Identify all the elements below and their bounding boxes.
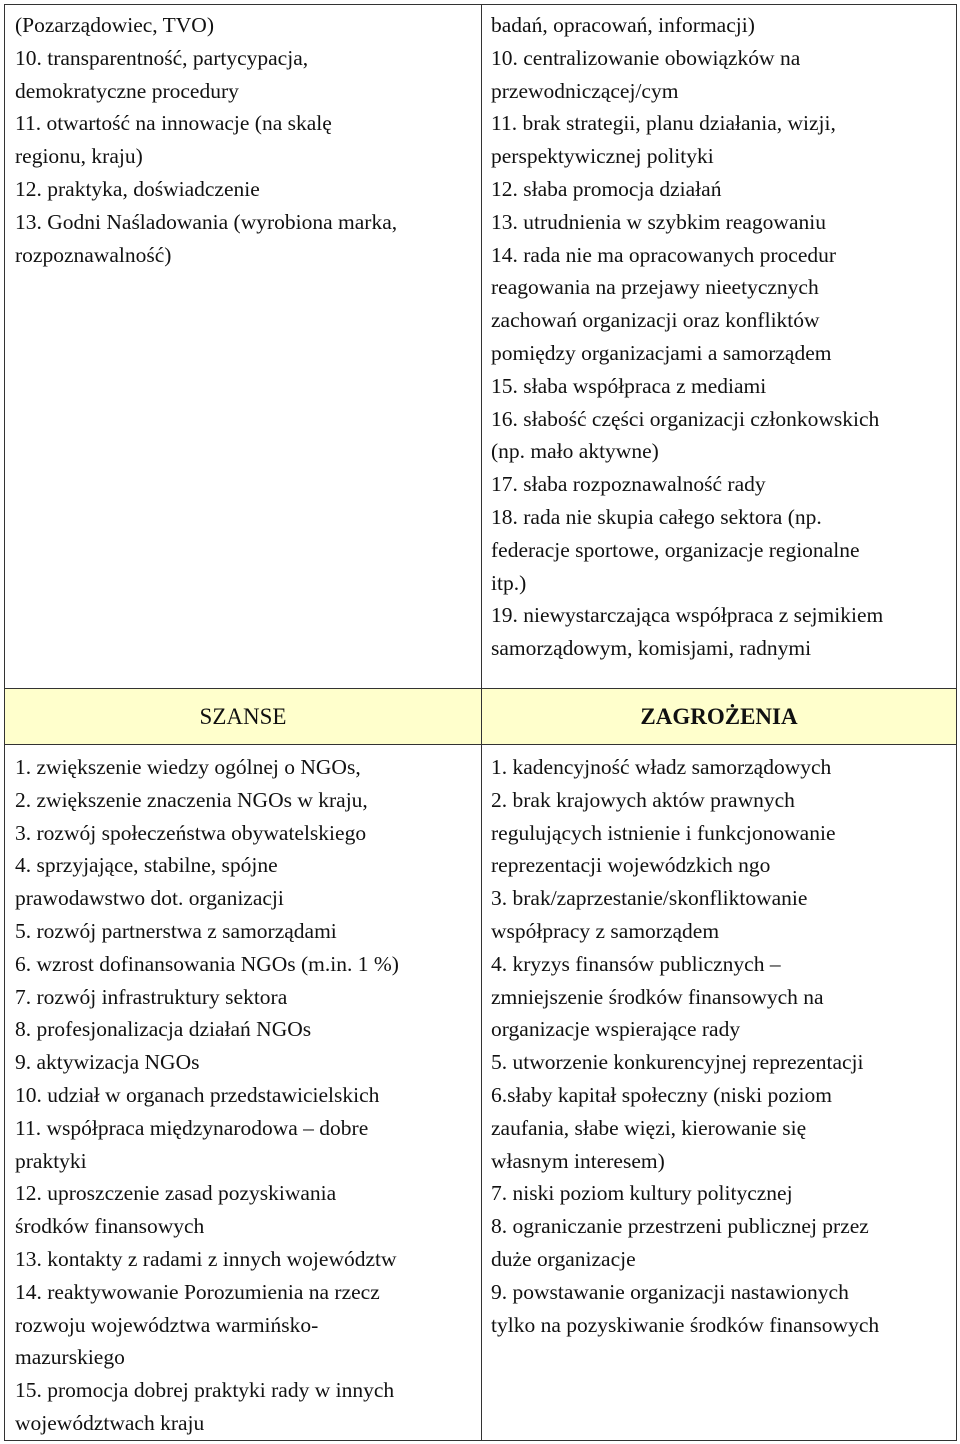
- list-line: 1. zwiększenie wiedzy ogólnej o NGOs,: [15, 755, 361, 779]
- list-line: pomiędzy organizacjami a samorządem: [491, 340, 832, 365]
- list-line: 18. rada nie skupia całego sektora (np.: [491, 504, 822, 529]
- list-line: 9. aktywizacja NGOs: [15, 1050, 200, 1075]
- list-line: itp.): [491, 570, 527, 595]
- list-line: 16. słabość części organizacji członkowskich: [491, 406, 880, 431]
- list-line: prawodawstwo dot. organizacji: [15, 886, 284, 911]
- list-line: współpracy z samorządem: [491, 918, 720, 943]
- list-line: regulujących istnienie i funkcjonowanie: [491, 820, 836, 845]
- list-line: przewodniczącej/cym: [491, 78, 679, 103]
- threats-cell: [482, 745, 957, 1441]
- swot-table: [4, 4, 957, 1441]
- list-line: 4. kryzys finansów publicznych –: [491, 951, 781, 976]
- list-line: regionu, kraju): [15, 144, 143, 169]
- list-line: 3. rozwój społeczeństwa obywatelskiego: [15, 820, 367, 845]
- list-line: 13. Godni Naśladowania (wyrobiona marka,: [15, 209, 398, 234]
- list-line: rozwoju województwa warmińsko-: [15, 1312, 319, 1337]
- list-line: 6. wzrost dofinansowania NGOs (m.in. 1 %): [15, 951, 399, 976]
- list-line: 14. rada nie ma opracowanych procedur: [491, 242, 837, 267]
- list-line: 5. utworzenie konkurencyjnej reprezentacji: [491, 1050, 864, 1075]
- opportunities-threats-row: [5, 745, 957, 1441]
- list-line: organizacje wspierające rady: [491, 1017, 741, 1042]
- list-line: 19. niewystarczająca współpraca z sejmikiem: [491, 603, 884, 628]
- list-line: demokratyczne procedury: [15, 78, 239, 103]
- list-line: zmniejszenie środków finansowych na: [491, 984, 824, 1009]
- list-line: federacje sportowe, organizacje regionalne: [491, 537, 860, 562]
- opportunities-header: SZANSE: [5, 689, 482, 745]
- list-line: 6.słaby kapitał społeczny (niski poziom: [491, 1082, 832, 1107]
- strengths-cell: [5, 5, 482, 689]
- list-line: 10. udział w organach przedstawicielskich: [15, 1082, 380, 1107]
- list-line: praktyki: [15, 1148, 87, 1173]
- list-line: 11. współpraca międzynarodowa – dobre: [15, 1115, 369, 1140]
- list-line: rozpoznawalność): [15, 242, 172, 267]
- list-line: duże organizacje: [491, 1246, 636, 1271]
- list-line: 17. słaba rozpoznawalność rady: [491, 472, 766, 497]
- list-line: perspektywicznej polityki: [491, 144, 714, 169]
- list-line: zachowań organizacji oraz konfliktów: [491, 308, 820, 333]
- list-line: 12. słaba promocja działań: [491, 176, 722, 201]
- list-line: (Pozarządowiec, TVO): [15, 13, 214, 37]
- list-line: 12. praktyka, doświadczenie: [15, 176, 260, 201]
- list-line: 14. reaktywowanie Porozumienia na rzecz: [15, 1279, 380, 1304]
- strengths-weaknesses-row: [5, 5, 957, 689]
- list-line: 4. sprzyjające, stabilne, spójne: [15, 853, 278, 878]
- list-line: 13. utrudnienia w szybkim reagowaniu: [491, 209, 826, 234]
- list-line: środków finansowych: [15, 1214, 205, 1239]
- list-line: województwach kraju: [15, 1410, 205, 1435]
- list-line: (np. mało aktywne): [491, 439, 659, 464]
- list-line: 3. brak/zaprzestanie/skonfliktowanie: [491, 886, 808, 911]
- section-header-row: [5, 689, 957, 745]
- weaknesses-cell: [482, 5, 957, 689]
- list-line: 5. rozwój partnerstwa z samorządami: [15, 918, 337, 943]
- list-line: 9. powstawanie organizacji nastawionych: [491, 1279, 849, 1304]
- list-line: 8. profesjonalizacja działań NGOs: [15, 1017, 312, 1042]
- list-line: 13. kontakty z radami z innych województw: [15, 1246, 397, 1271]
- list-line: mazurskiego: [15, 1345, 125, 1370]
- list-line: 11. otwartość na innowacje (na skalę: [15, 111, 332, 136]
- list-line: badań, opracowań, informacji): [491, 13, 755, 37]
- list-line: zaufania, słabe więzi, kierowanie się: [491, 1115, 807, 1140]
- list-line: tylko na pozyskiwanie środków finansowych: [491, 1312, 880, 1337]
- list-line: 11. brak strategii, planu działania, wizji,: [491, 111, 836, 136]
- list-line: 7. niski poziom kultury politycznej: [491, 1181, 793, 1206]
- list-line: reagowania na przejawy nieetycznych: [491, 275, 819, 300]
- list-line: samorządowym, komisjami, radnymi: [491, 636, 812, 661]
- list-line: 8. ograniczanie przestrzeni publicznej przez: [491, 1214, 869, 1239]
- list-line: reprezentacji wojewódzkich ngo: [491, 853, 771, 878]
- list-line: 2. brak krajowych aktów prawnych: [491, 787, 795, 812]
- opportunities-cell: [5, 745, 482, 1441]
- list-line: 1. kadencyjność władz samorządowych: [491, 755, 832, 779]
- list-line: 12. uproszczenie zasad pozyskiwania: [15, 1181, 337, 1206]
- list-line: 10. centralizowanie obowiązków na: [491, 45, 801, 70]
- list-line: 2. zwiększenie znaczenia NGOs w kraju,: [15, 787, 368, 812]
- threats-header: ZAGROŻENIA: [482, 689, 957, 745]
- weaknesses-list: [482, 5, 956, 665]
- list-line: 10. transparentność, partycypacja,: [15, 45, 309, 70]
- list-line: 7. rozwój infrastruktury sektora: [15, 984, 288, 1009]
- opportunities-list: [5, 745, 481, 1440]
- threats-list: [482, 745, 956, 1341]
- list-line: 15. promocja dobrej praktyki rady w innych: [15, 1378, 395, 1403]
- strengths-list: [5, 5, 481, 271]
- list-line: własnym interesem): [491, 1148, 665, 1173]
- list-line: 15. słaba współpraca z mediami: [491, 373, 767, 398]
